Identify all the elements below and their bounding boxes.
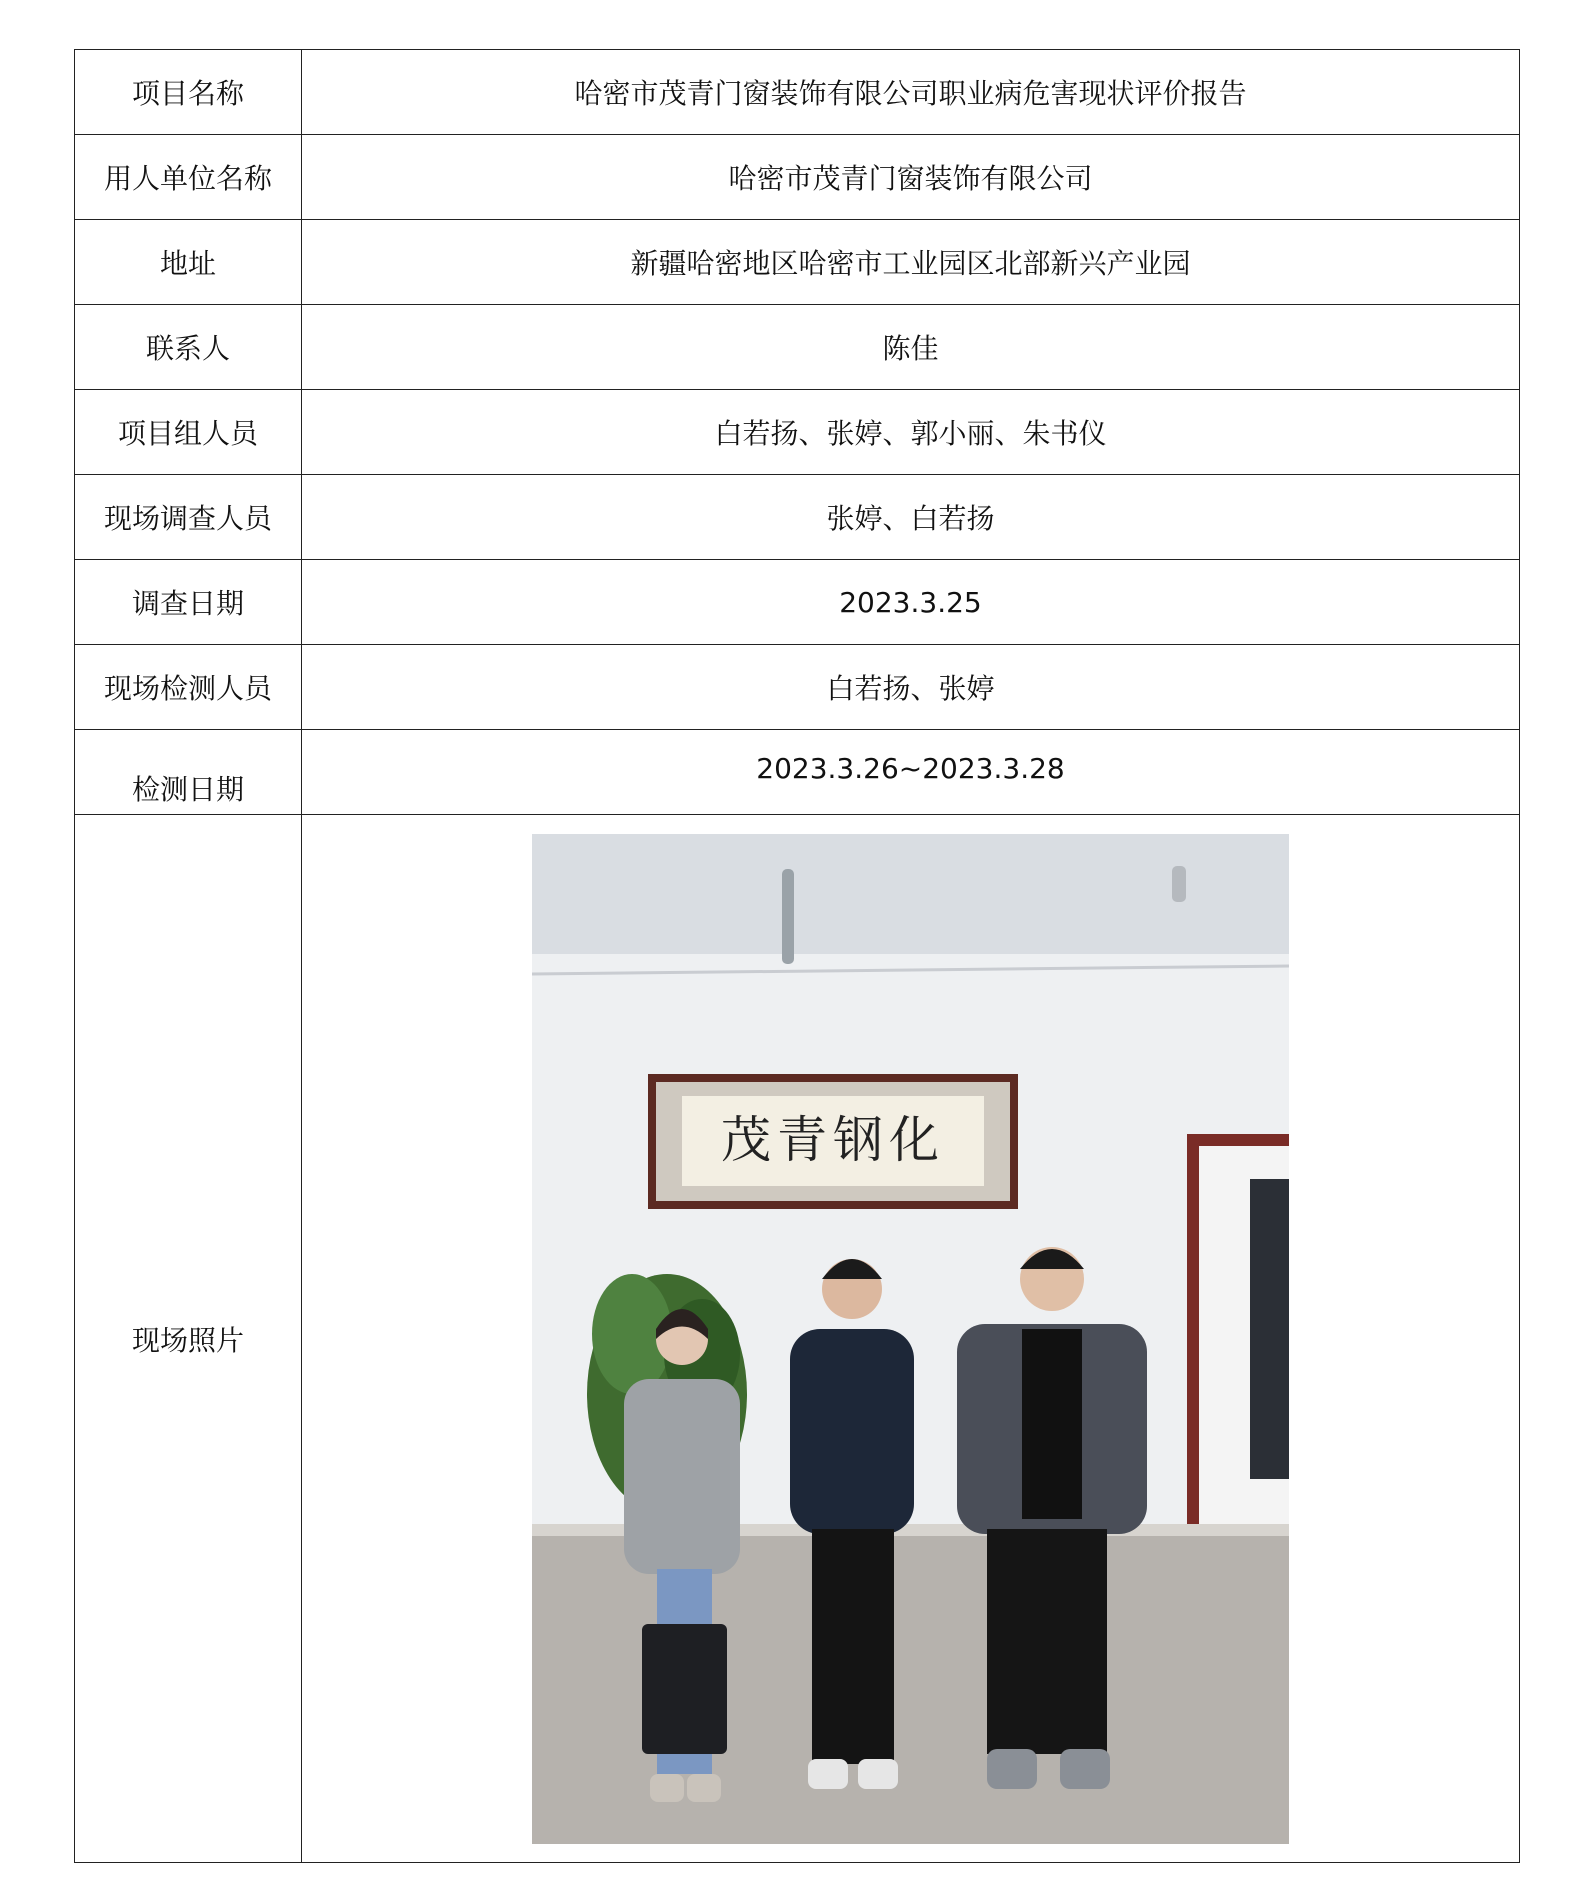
site-photo <box>532 834 1289 1844</box>
value-project-name: 哈密市茂青门窗装饰有限公司职业病危害现状评价报告 <box>302 50 1520 135</box>
value-employer-name: 哈密市茂青门窗装饰有限公司 <box>302 135 1520 220</box>
site-photo-cell <box>302 815 1520 1863</box>
row-contact <box>75 305 1520 390</box>
label-survey-staff: 现场调查人员 <box>75 475 302 560</box>
row-testing-staff <box>75 645 1520 730</box>
label-project-team: 项目组人员 <box>75 390 302 475</box>
label-employer-name: 用人单位名称 <box>75 135 302 220</box>
label-survey-date: 调查日期 <box>75 560 302 645</box>
row-survey-date <box>75 560 1520 645</box>
row-testing-date <box>75 730 1520 815</box>
row-project-name <box>75 50 1520 135</box>
label-site-photo: 现场照片 <box>75 815 302 1863</box>
label-address: 地址 <box>75 220 302 305</box>
calligraphy-text: 茂青钢化 <box>721 1111 945 1169</box>
value-testing-staff: 白若扬、张婷 <box>302 645 1520 730</box>
label-project-name: 项目名称 <box>75 50 302 135</box>
report-info-table <box>74 49 1520 1863</box>
value-survey-staff: 张婷、白若扬 <box>302 475 1520 560</box>
label-testing-staff: 现场检测人员 <box>75 645 302 730</box>
row-site-photo <box>75 815 1520 1863</box>
row-employer-name <box>75 135 1520 220</box>
row-address <box>75 220 1520 305</box>
value-contact: 陈佳 <box>302 305 1520 390</box>
label-contact: 联系人 <box>75 305 302 390</box>
label-testing-date: 检测日期 <box>75 730 302 815</box>
value-project-team: 白若扬、张婷、郭小丽、朱书仪 <box>302 390 1520 475</box>
value-address: 新疆哈密地区哈密市工业园区北部新兴产业园 <box>302 220 1520 305</box>
row-project-team <box>75 390 1520 475</box>
value-testing-date: 2023.3.26~2023.3.28 <box>302 730 1520 815</box>
row-survey-staff <box>75 475 1520 560</box>
value-survey-date: 2023.3.25 <box>302 560 1520 645</box>
